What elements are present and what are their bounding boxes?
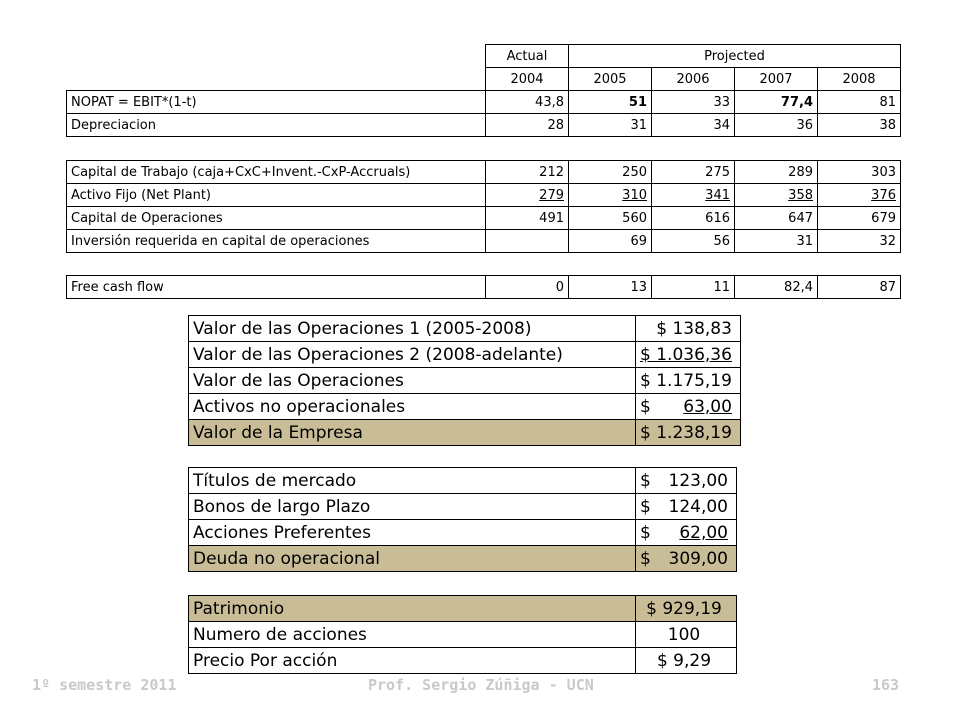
value-cell: 250 <box>569 161 652 184</box>
value-cell: $ 9,29 <box>636 648 737 674</box>
row-label: Numero de acciones <box>189 622 636 648</box>
footer-page-number: 163 <box>872 676 900 694</box>
dollar-sign: $ <box>640 496 651 517</box>
value-cell: 341 <box>652 184 735 207</box>
value-cell <box>486 230 569 253</box>
row-label: Títulos de mercado <box>189 468 636 494</box>
value-cell: 87 <box>818 276 901 299</box>
table-row-total <box>189 546 737 572</box>
row-label: Acciones Preferentes <box>189 520 636 546</box>
header-projected: Projected <box>569 45 901 68</box>
capital-table <box>66 160 901 253</box>
table-row <box>189 648 737 674</box>
table-row <box>67 184 901 207</box>
table-row <box>67 207 901 230</box>
table-row <box>189 342 741 368</box>
value-cell: 33 <box>652 91 735 114</box>
table-row <box>189 494 737 520</box>
row-label: Inversión requerida en capital de operaciones <box>67 230 486 253</box>
value-cell: 11 <box>652 276 735 299</box>
cash-flow-table <box>66 44 901 137</box>
row-label: Patrimonio <box>189 596 636 622</box>
value-cell: 100 <box>636 622 737 648</box>
value-cell: 81 <box>818 91 901 114</box>
value-cell: 56 <box>652 230 735 253</box>
header-actual: Actual <box>486 45 569 68</box>
table-row <box>67 161 901 184</box>
row-label: Precio Por acción <box>189 648 636 674</box>
valuation-table <box>188 315 741 446</box>
value-cell: 491 <box>486 207 569 230</box>
table-row <box>67 114 901 137</box>
value-cell: 616 <box>652 207 735 230</box>
dollar-sign: $ <box>640 522 651 543</box>
row-label: Bonos de largo Plazo <box>189 494 636 520</box>
row-label: Capital de Operaciones <box>67 207 486 230</box>
value-cell: 31 <box>569 114 652 137</box>
value-cell: 289 <box>735 161 818 184</box>
year-cell: 2006 <box>652 68 735 91</box>
value-cell: 679 <box>818 207 901 230</box>
row-label: Valor de las Operaciones <box>189 368 636 394</box>
table-row <box>189 368 741 394</box>
dollar-sign: $ <box>640 470 651 491</box>
value-cell: $ 1.175,19 <box>636 368 741 394</box>
value-cell: 212 <box>486 161 569 184</box>
value-cell: 82,4 <box>735 276 818 299</box>
value-cell: 77,4 <box>735 91 818 114</box>
value-cell: 28 <box>486 114 569 137</box>
value-cell: 560 <box>569 207 652 230</box>
row-label: Valor de la Empresa <box>189 420 636 446</box>
blank-cell <box>67 45 486 68</box>
value-cell: 310 <box>569 184 652 207</box>
value-cell: $ 1.238,19 <box>636 420 741 446</box>
free-cash-flow-table <box>66 275 901 299</box>
row-label: Deuda no operacional <box>189 546 636 572</box>
value-cell: 279 <box>486 184 569 207</box>
value-cell: 309,00 <box>668 548 728 569</box>
row-label: Valor de las Operaciones 2 (2008-adelante) <box>189 342 636 368</box>
table-row <box>67 91 901 114</box>
value-cell: 275 <box>652 161 735 184</box>
value-cell: 0 <box>486 276 569 299</box>
value-cell: 123,00 <box>668 470 728 491</box>
year-cell: 2007 <box>735 68 818 91</box>
header-row-years <box>67 68 901 91</box>
value-cell: 13 <box>569 276 652 299</box>
row-label: NOPAT = EBIT*(1-t) <box>67 91 486 114</box>
table-row-total <box>189 596 737 622</box>
row-label: Activo Fijo (Net Plant) <box>67 184 486 207</box>
row-label: Depreciacion <box>67 114 486 137</box>
table-row-total <box>189 420 741 446</box>
value-cell: 34 <box>652 114 735 137</box>
value-cell: 32 <box>818 230 901 253</box>
value-cell: $ 929,19 <box>636 596 737 622</box>
value-cell: 31 <box>735 230 818 253</box>
value-cell: 38 <box>818 114 901 137</box>
value-cell: 69 <box>569 230 652 253</box>
dollar-sign: $ <box>640 548 651 569</box>
table-row <box>189 468 737 494</box>
table-row <box>189 394 741 420</box>
value-cell: 62,00 <box>679 522 728 543</box>
table-row <box>189 520 737 546</box>
value-cell: 36 <box>735 114 818 137</box>
table-row <box>67 230 901 253</box>
value-cell: 376 <box>818 184 901 207</box>
value-cell: 124,00 <box>668 496 728 517</box>
table-row <box>67 276 901 299</box>
row-label: Free cash flow <box>67 276 486 299</box>
year-cell: 2008 <box>818 68 901 91</box>
value-cell: 63,00 <box>683 396 732 417</box>
row-label: Activos no operacionales <box>189 394 636 420</box>
row-label: Valor de las Operaciones 1 (2005-2008) <box>189 316 636 342</box>
footer-professor: Prof. Sergio Zúñiga - UCN <box>368 676 594 694</box>
footer-semester: 1º semestre 2011 <box>32 676 177 694</box>
header-row-group <box>67 45 901 68</box>
value-cell: 303 <box>818 161 901 184</box>
row-label: Capital de Trabajo (caja+CxC+Invent.-CxP-Accruals) <box>67 161 486 184</box>
value-cell: $ 138,83 <box>636 316 741 342</box>
value-cell: 358 <box>735 184 818 207</box>
year-cell: 2004 <box>486 68 569 91</box>
value-cell: $ 1.036,36 <box>640 344 732 365</box>
equity-table <box>188 595 737 674</box>
table-row <box>189 316 741 342</box>
debt-table <box>188 467 737 572</box>
table-row <box>189 622 737 648</box>
value-cell: 51 <box>569 91 652 114</box>
dollar-sign: $ <box>640 396 651 417</box>
blank-cell <box>67 68 486 91</box>
value-cell: 647 <box>735 207 818 230</box>
year-cell: 2005 <box>569 68 652 91</box>
value-cell: 43,8 <box>486 91 569 114</box>
